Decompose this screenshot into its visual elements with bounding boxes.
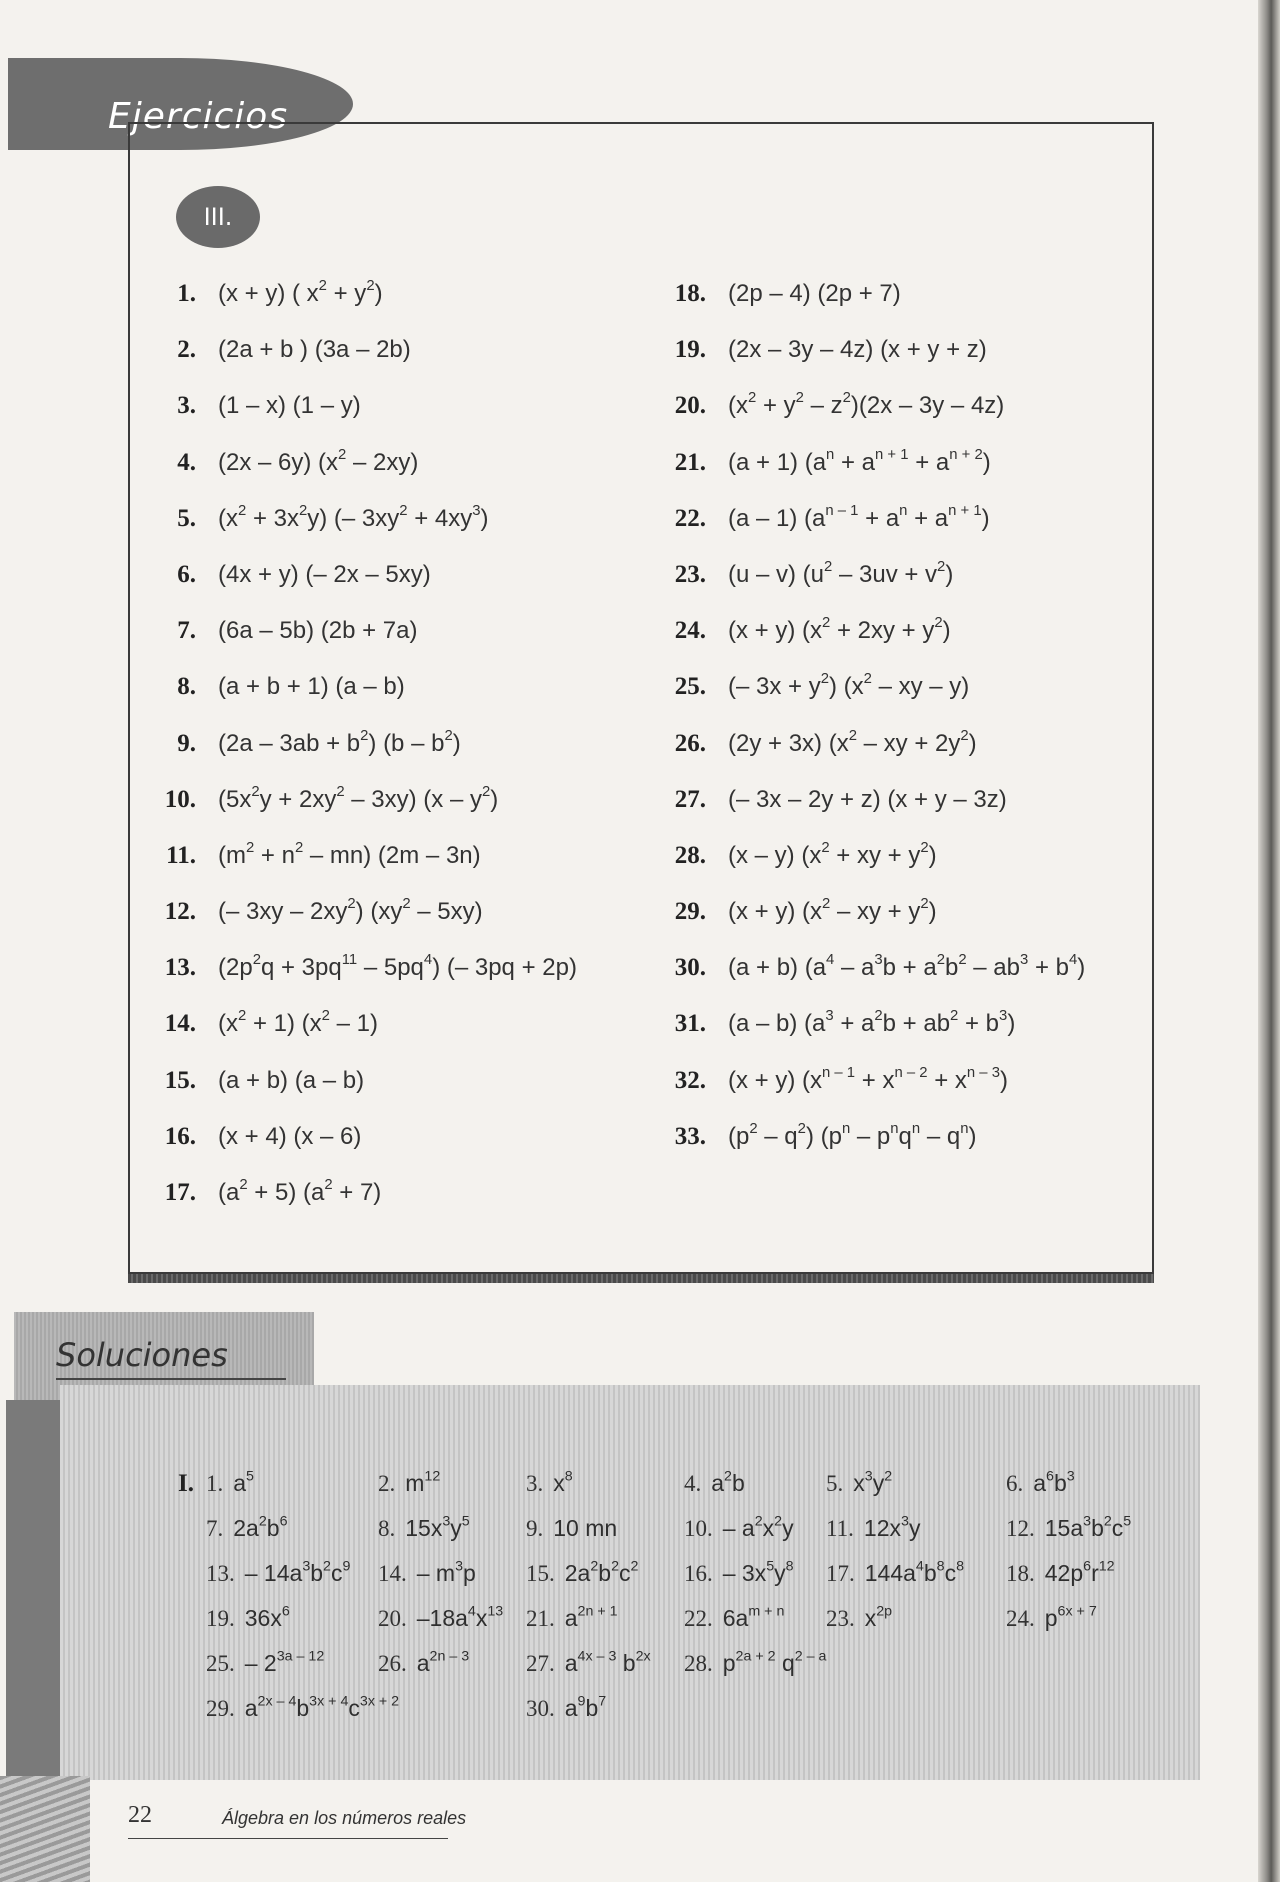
exercise-number: 23.: [674, 560, 706, 588]
solution-expression: $42p^6r^{12}$: [1044, 1558, 1115, 1586]
exercise-item: [664, 954, 1085, 1010]
solution-expression: $a^5$: [233, 1468, 254, 1496]
exercise-item: [664, 673, 1085, 729]
exercise-expression: (1 – x) (1 – y): [218, 392, 361, 420]
solution-number: 13.: [206, 1561, 235, 1586]
exercise-expression: (x – y) ($x^2$ + xy + $y^2$): [728, 839, 937, 869]
exercise-number: 14.: [164, 1010, 196, 1038]
solution-expression: – $14a^3b^2c^9$: [244, 1558, 351, 1586]
solution-expression: $m^{12}$: [405, 1468, 441, 1496]
solution-number: 4.: [684, 1471, 702, 1496]
exercise-item: [664, 392, 1085, 448]
exercise-number: 13.: [164, 954, 196, 982]
exercise-expression: (4x + y) (– 2x – 5xy): [218, 560, 431, 588]
exercise-number: 4.: [177, 448, 196, 476]
page-title: Ejercicios: [108, 96, 289, 137]
exercise-number: 12.: [164, 898, 196, 926]
exercise-number: 16.: [164, 1122, 196, 1150]
solution-expression: $x^8$: [553, 1468, 573, 1496]
exercise-item: [158, 783, 577, 842]
exercise-expression: (x + y) $(x^{n - 1} + x^{n - 2} + x^{n - 3})$: [728, 1064, 1008, 1094]
exercise-list-right: [664, 280, 1085, 1179]
solution-number: 15.: [526, 1561, 555, 1586]
exercise-expression: $(x^2 + 3x^2y)$ (– $3xy^2 + 4xy^3$): [218, 502, 489, 532]
solution-expression: $12x^3y$: [863, 1513, 921, 1541]
solution-number: 17.: [826, 1561, 855, 1586]
corner-decoration: [0, 1776, 90, 1882]
exercise-number: 15.: [164, 1066, 196, 1094]
exercise-expression: (– 3x – 2y + z) (x + y – 3z): [728, 785, 1007, 813]
solution-item: [526, 1695, 606, 1722]
solution-expression: $a^{2n - 3}$: [416, 1648, 470, 1676]
footer-rule: [128, 1838, 448, 1839]
exercise-item: [664, 727, 1085, 786]
solution-item: [1006, 1560, 1115, 1587]
solutions-title-underline: [56, 1378, 286, 1380]
exercise-expression: (– $3xy - 2xy^2$) $(xy^2 - 5xy)$: [218, 895, 483, 926]
exercise-number: 10.: [164, 785, 196, 813]
solution-item: [826, 1515, 920, 1542]
solution-number: 12.: [1006, 1516, 1035, 1541]
solution-expression: $a^{4x - 3}$ $b^{2x}$: [564, 1648, 651, 1676]
solution-number: 14.: [378, 1561, 407, 1586]
solution-number: 22.: [684, 1606, 713, 1631]
exercise-expression: (2x – 3y – 4z) (x + y + z): [728, 336, 987, 364]
exercise-expression: $(m^2 + n^2 - mn)$ (2m – 3n): [218, 839, 481, 869]
solution-item: [378, 1560, 476, 1587]
solution-number: 21.: [526, 1606, 555, 1631]
exercise-item: [158, 1010, 577, 1066]
exercise-number: 18.: [674, 280, 706, 307]
exercise-expression: $(2p^2q + 3pq^{11} - 5pq^4)$ (– 3pq + 2p): [218, 952, 577, 982]
exercise-item: [158, 839, 577, 898]
exercise-expression: (x + 4) (x – 6): [218, 1122, 362, 1150]
exercise-expression: (2y + 3x) ($x^2$ – xy + $2y^2$): [728, 727, 977, 757]
page-number: 22: [128, 1802, 152, 1828]
exercise-number: 22.: [674, 504, 706, 532]
exercise-expression: $(2a - 3ab + b^2)$ $(b - b^2)$: [218, 727, 461, 757]
solution-number: 28.: [684, 1651, 713, 1676]
exercise-item: [664, 614, 1085, 673]
solution-expression: $-18a^4x^{13}$: [416, 1603, 504, 1631]
exercise-item: [664, 1064, 1085, 1123]
exercise-item: [664, 446, 1085, 505]
solution-item: [684, 1650, 826, 1677]
solution-expression: $p^{2a + 2}$ $q^{2 - a}$: [722, 1648, 827, 1676]
exercise-expression: $(p^2 - q^2)$ $(p^n - p^nq^n - q^n)$: [728, 1120, 977, 1150]
exercise-number: 25.: [674, 673, 706, 701]
solutions-title: Soluciones: [56, 1336, 228, 1374]
solution-item: [206, 1560, 350, 1587]
solution-expression: $144a^4b^8c^8$: [864, 1558, 965, 1586]
solution-expression: – $m^3p$: [416, 1558, 476, 1586]
exercise-item: [158, 446, 577, 505]
exercise-number: 5.: [177, 504, 196, 532]
solution-expression: $6a^{m + n}$: [722, 1603, 785, 1631]
solution-number: 29.: [206, 1696, 235, 1721]
exercise-item: [158, 727, 577, 786]
solution-item: [1006, 1605, 1097, 1632]
solution-number: 16.: [684, 1561, 713, 1586]
solution-number: 23.: [826, 1606, 855, 1631]
exercise-expression: (x + y) ($x^2$ – xy + $y^2$): [728, 895, 937, 926]
exercise-expression: (a + b) $(a^4 - a^3b + a^2b^2 - ab^3 + b^4)$: [728, 952, 1086, 982]
exercise-expression: (2p – 4) (2p + 7): [728, 280, 901, 307]
solution-expression: – $2^{3a - 12}$: [244, 1648, 325, 1676]
exercise-expression: (a + 1) $(a^n + a^{n + 1} + a^{n + 2})$: [728, 446, 991, 476]
solution-expression: $x^3y^2$: [853, 1468, 893, 1496]
solution-number: 5.: [826, 1471, 844, 1496]
exercise-number: 33.: [674, 1122, 706, 1150]
solution-expression: $a^{2n + 1}$: [564, 1603, 618, 1631]
solutions-section-label: I.: [178, 1470, 194, 1497]
solution-item: [206, 1650, 324, 1677]
section-badge: III.: [176, 186, 260, 248]
page-edge-shadow: [1258, 0, 1280, 1882]
exercise-number: 7.: [177, 617, 196, 645]
solution-number: 26.: [378, 1651, 407, 1676]
solution-number: 30.: [526, 1696, 555, 1721]
exercise-item: [158, 954, 577, 1010]
exercise-number: 11.: [166, 841, 196, 869]
solution-expression: $a^2b$: [711, 1468, 745, 1496]
exercise-item: [158, 277, 577, 336]
solution-item: [378, 1470, 440, 1497]
exercise-expression: (a – b) $(a^3 + a^2b + ab^2 + b^3)$: [728, 1008, 1016, 1038]
exercise-item: [158, 392, 577, 448]
exercise-item: [664, 336, 1085, 392]
solution-item: [526, 1560, 638, 1587]
exercise-number: 27.: [674, 785, 706, 813]
solution-number: 20.: [378, 1606, 407, 1631]
solution-number: 10.: [684, 1516, 713, 1541]
exercise-number: 9.: [177, 729, 196, 757]
exercise-expression: $(a^2 + 5) (a^2 + 7)$: [218, 1176, 382, 1206]
exercise-item: [158, 617, 577, 673]
solution-item: [684, 1515, 794, 1542]
exercise-number: 26.: [674, 729, 706, 757]
exercise-number: 30.: [674, 954, 706, 982]
solution-number: 1.: [206, 1471, 224, 1496]
solution-number: 25.: [206, 1651, 235, 1676]
exercise-item: [664, 280, 1085, 336]
solution-expression: $x^{2p}$: [864, 1603, 893, 1631]
exercise-expression: $(x^2 + y^2 - z^2)(2x - 3y - 4z)$: [728, 390, 1005, 420]
exercise-box-bottom-bar: [128, 1274, 1154, 1283]
exercise-expression: (x + y) $(x^2 + 2xy + y^2)$: [728, 614, 951, 645]
exercise-number: 2.: [177, 336, 196, 364]
exercise-number: 3.: [177, 392, 196, 420]
exercise-item: [664, 502, 1085, 561]
solution-item: [378, 1515, 470, 1542]
exercise-number: 29.: [674, 898, 706, 926]
exercise-item: [664, 839, 1085, 898]
exercise-number: 17.: [164, 1179, 196, 1206]
exercise-item: [158, 1067, 577, 1123]
solution-item: [826, 1470, 892, 1497]
exercise-item: [664, 786, 1085, 842]
exercise-expression: (a + b) (a – b): [218, 1066, 365, 1094]
exercise-expression: $(5x^2y + 2xy^2 - 3xy)$ $(x - y^2)$: [218, 783, 499, 813]
exercise-item: [664, 558, 1085, 617]
solution-expression: – $a^2x^2y$: [722, 1513, 794, 1541]
solution-expression: $15x^3y^5$: [405, 1513, 470, 1541]
solution-expression: $a^9b^7$: [564, 1693, 607, 1721]
exercise-item: [158, 502, 577, 561]
solution-number: 8.: [378, 1516, 396, 1541]
solution-item: [206, 1515, 288, 1542]
solution-item: [826, 1560, 964, 1587]
exercise-expression: (2a + b ) (3a – 2b): [218, 336, 411, 364]
solution-number: 2.: [378, 1471, 396, 1496]
solution-item: [684, 1560, 794, 1587]
exercise-expression: (2x – 6y) $(x^2 - 2xy)$: [218, 446, 419, 476]
solution-item: [206, 1470, 254, 1497]
solution-expression: $a^{2x - 4}b^{3x + 4}c^{3x + 2}$: [244, 1693, 400, 1721]
solution-item: [684, 1605, 784, 1632]
exercise-list-left: [158, 277, 577, 1235]
solution-number: 11.: [826, 1516, 854, 1541]
solution-number: 27.: [526, 1651, 555, 1676]
solution-expression: – $3x^5y^8$: [722, 1558, 794, 1586]
solution-item: [206, 1695, 399, 1722]
exercise-item: [158, 561, 577, 617]
exercise-item: [158, 1176, 577, 1235]
exercise-expression: (– $3x + y^2$) ($x^2$ – xy – y): [728, 671, 970, 701]
exercise-item: [158, 336, 577, 392]
solution-item: [526, 1470, 573, 1497]
solution-expression: $2a^2b^2c^2$: [564, 1558, 639, 1586]
footer-book-title: Álgebra en los números reales: [222, 1808, 467, 1828]
exercise-number: 24.: [674, 617, 706, 645]
exercise-item: [664, 895, 1085, 954]
solution-item: [378, 1605, 503, 1632]
solution-number: 19.: [206, 1606, 235, 1631]
solution-expression: $2a^2b^6$: [233, 1513, 288, 1541]
solution-item: [526, 1515, 617, 1542]
solution-item: [526, 1650, 651, 1677]
exercise-item: [664, 1010, 1085, 1066]
exercise-number: 21.: [674, 448, 706, 476]
exercise-number: 6.: [177, 560, 196, 588]
solution-item: [526, 1605, 618, 1632]
solution-number: 7.: [206, 1516, 224, 1541]
solution-item: [826, 1605, 892, 1632]
solution-expression: $p^{6x + 7}$: [1044, 1603, 1097, 1631]
exercise-expression: $(x^2 + 1)$ $(x^2 - 1)$: [218, 1008, 378, 1038]
solution-item: [684, 1470, 745, 1497]
exercise-expression: (a – 1) $(a^{n - 1} + a^n + a^{n + 1})$: [728, 502, 990, 532]
exercise-number: 8.: [177, 673, 196, 701]
exercise-number: 1.: [177, 280, 196, 307]
solution-item: [206, 1605, 290, 1632]
solution-number: 9.: [526, 1516, 544, 1541]
solution-number: 18.: [1006, 1561, 1035, 1586]
solution-number: 6.: [1006, 1471, 1024, 1496]
exercise-item: [158, 673, 577, 729]
exercise-number: 19.: [674, 336, 706, 364]
exercise-item: [664, 1120, 1085, 1179]
exercise-expression: (6a – 5b) (2b + 7a): [218, 617, 418, 645]
exercise-item: [158, 895, 577, 954]
solution-expression: $36x^6$: [244, 1603, 290, 1631]
solution-expression: $15a^3b^2c^5$: [1044, 1513, 1132, 1541]
exercise-number: 31.: [674, 1010, 706, 1038]
solution-item: [1006, 1515, 1131, 1542]
exercise-number: 20.: [674, 392, 706, 420]
solution-item: [378, 1650, 469, 1677]
solution-expression: $a^6b^3$: [1033, 1468, 1075, 1496]
exercise-expression: (x + y) ( $x^2 + y^2$): [218, 277, 383, 307]
exercise-expression: (u – v) $(u^2 - 3uv + v^2)$: [728, 558, 954, 588]
exercise-expression: (a + b + 1) (a – b): [218, 673, 405, 701]
solution-number: 3.: [526, 1471, 544, 1496]
solution-number: 24.: [1006, 1606, 1035, 1631]
solution-expression: 10 mn: [553, 1515, 618, 1541]
exercise-number: 32.: [674, 1066, 706, 1094]
solution-item: [1006, 1470, 1075, 1497]
exercise-number: 28.: [674, 841, 706, 869]
exercise-item: [158, 1123, 577, 1179]
